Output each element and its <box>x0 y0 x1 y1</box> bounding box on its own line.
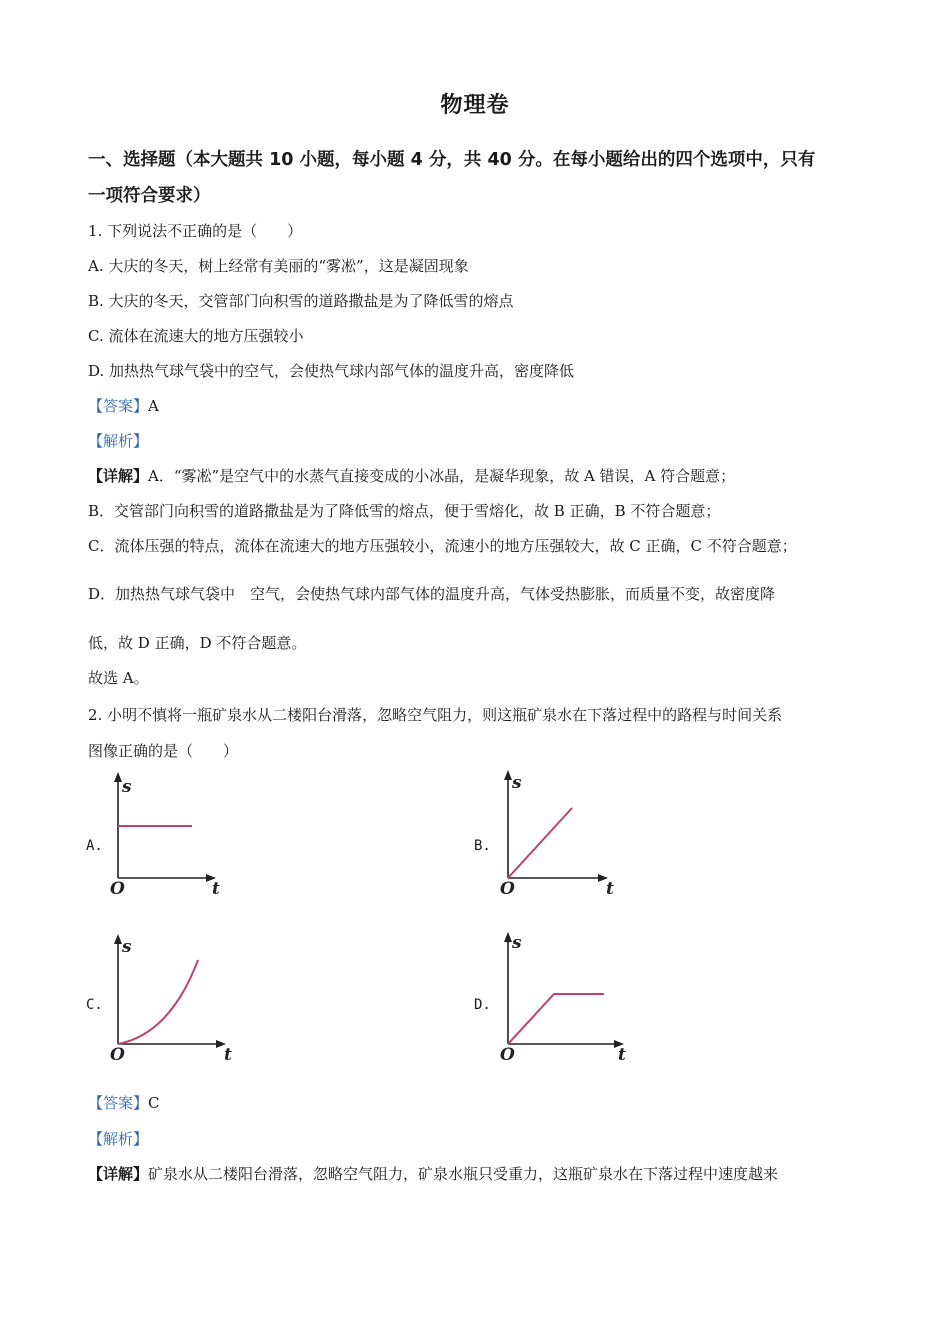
q2-option-c-label: C. <box>86 997 103 1013</box>
q2-detail-text: 矿泉水从二楼阳台滑落，忽略空气阻力，矿泉水瓶只受重力，这瓶矿泉水在下落过程中速度越来 <box>148 1165 779 1183</box>
q2-graph-c-curve <box>118 960 198 1044</box>
q1-detail-tag: 【详解】 <box>88 467 149 485</box>
q2-graph-b <box>490 766 620 900</box>
q2-option-d-label: D. <box>474 997 491 1013</box>
q2-stem-line1: 2. 小明不慎将一瓶矿泉水从二楼阳台滑落，忽略空气阻力，则这瓶矿泉水在下落过程中的路程与时间关系 <box>88 706 783 724</box>
q2-option-b-label: B. <box>474 838 491 854</box>
q2-graph-c <box>100 930 240 1064</box>
q2-graph-d-x-label: t <box>618 1045 626 1065</box>
q2-answer-tag: 【答案】 <box>88 1094 149 1112</box>
section-heading-line2: 一项符合要求） <box>88 186 211 206</box>
q2-graph-d <box>490 928 640 1064</box>
q2-graph-b-curve <box>508 808 572 878</box>
q2-graph-d-curve <box>508 994 604 1044</box>
q1-detail-b: B．交管部门向积雪的道路撒盐是为了降低雪的熔点，便于雪熔化，故 B 正确，B 不符合题意； <box>88 502 721 520</box>
q1-analysis-tag: 【解析】 <box>88 432 149 450</box>
page-title: 物理卷 <box>440 93 510 118</box>
q2-stem-line2: 图像正确的是（ ） <box>88 742 239 760</box>
q1-conclusion: 故选 A。 <box>88 669 149 687</box>
q2-graph-c-origin: O <box>110 1045 125 1065</box>
q2-detail-tag: 【详解】 <box>88 1165 149 1183</box>
q1-option-b: B. 大庆的冬天，交管部门向积雪的道路撒盐是为了降低雪的熔点 <box>88 292 514 310</box>
q2-graph-d-y-label: s <box>512 933 522 953</box>
q2-graph-a-y-label: s <box>122 777 132 797</box>
q2-graph-c-x-label: t <box>224 1045 232 1065</box>
q1-detail-a-text: A．“雾凇”是空气中的水蒸气直接变成的小冰晶，是凝华现象，故 A 错误，A 符合题意； <box>148 467 736 485</box>
q2-answer-line <box>88 1092 878 1113</box>
q2-answer: C <box>148 1094 160 1112</box>
q2-graph-d-origin: O <box>500 1045 515 1065</box>
q2-graph-b-y-label: s <box>512 773 522 793</box>
q2-graph-b-origin: O <box>500 879 515 899</box>
q2-graph-a <box>100 770 230 900</box>
q1-stem: 1. 下列说法不正确的是（ ） <box>88 222 303 240</box>
q1-answer-tag: 【答案】 <box>88 397 149 415</box>
q1-option-c: C. 流体在流速大的地方压强较小 <box>88 327 304 345</box>
q2-analysis-tag: 【解析】 <box>88 1130 149 1148</box>
q1-option-a: A. 大庆的冬天，树上经常有美丽的“雾凇”，这是凝固现象 <box>88 257 469 275</box>
q1-answer: A <box>148 397 159 415</box>
q2-graph-c-y-label: s <box>122 937 132 957</box>
q2-graph-a-origin: O <box>110 879 125 899</box>
q2-detail-line <box>88 1163 878 1184</box>
q1-option-d: D. 加热热气球气袋中的空气，会使热气球内部气体的温度升高，密度降低 <box>88 362 575 380</box>
q2-graph-b-x-label: t <box>606 879 614 899</box>
q2-option-a-label: A. <box>86 838 103 854</box>
q1-detail-a <box>88 465 878 486</box>
q2-graph-a-x-label: t <box>212 879 220 899</box>
q1-detail-d-cont: 低，故 D 正确，D 不符合题意。 <box>88 634 307 652</box>
q2-analysis-line <box>88 1128 878 1149</box>
section-heading-line1: 一、选择题（本大题共 10 小题，每小题 4 分，共 40 分。在每小题给出的四个选项中，只有 <box>88 150 816 170</box>
q1-detail-d: D．加热热气球气袋中 空气，会使热气球内部气体的温度升高，气体受热膨胀，而质量不变，故密度降 <box>88 585 776 603</box>
q1-detail-c: C．流体压强的特点，流体在流速大的地方压强较小，流速小的地方压强较大，故 C 正确，C 不符合题意； <box>88 537 797 555</box>
q1-answer-line <box>88 395 878 416</box>
q1-analysis-line <box>88 430 878 451</box>
